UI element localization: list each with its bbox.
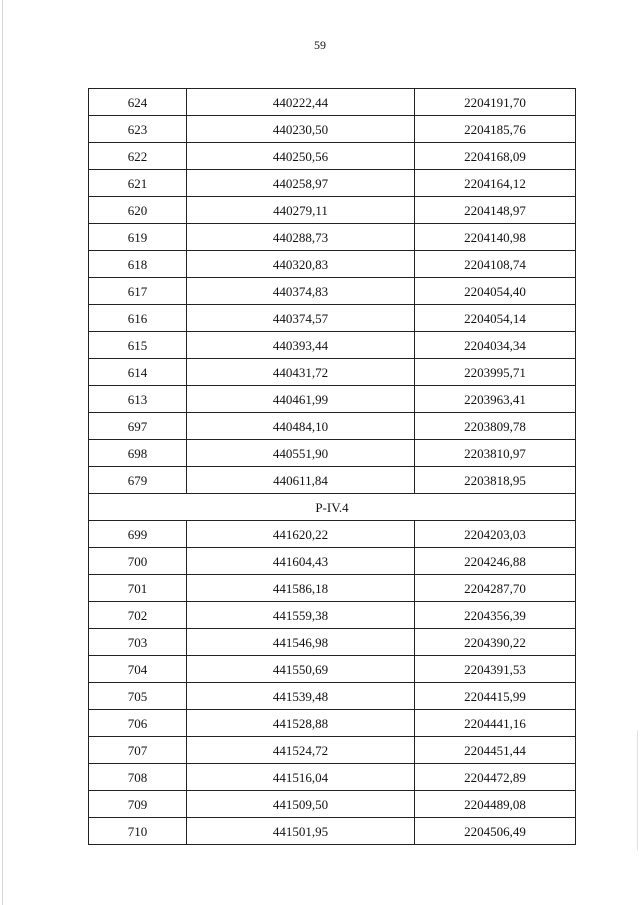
page-number: 59 <box>314 38 326 52</box>
point-id-cell: 706 <box>89 710 187 737</box>
table-row <box>89 656 576 683</box>
coordinates-table <box>88 88 576 845</box>
y-coordinate-cell: 2204203,03 <box>415 521 576 548</box>
y-coordinate-cell: 2203810,97 <box>415 440 576 467</box>
y-coordinate-cell: 2204451,44 <box>415 737 576 764</box>
y-coordinate-cell: 2203995,71 <box>415 359 576 386</box>
y-coordinate-cell: 2204391,53 <box>415 656 576 683</box>
coordinates-table-body <box>89 89 576 845</box>
table-row <box>89 548 576 575</box>
y-coordinate-cell: 2204390,22 <box>415 629 576 656</box>
x-coordinate-cell: 440374,57 <box>187 305 415 332</box>
x-coordinate-cell: 441524,72 <box>187 737 415 764</box>
point-id-cell: 707 <box>89 737 187 764</box>
table-row <box>89 116 576 143</box>
x-coordinate-cell: 441546,98 <box>187 629 415 656</box>
point-id-cell: 621 <box>89 170 187 197</box>
x-coordinate-cell: 440484,10 <box>187 413 415 440</box>
y-coordinate-cell: 2203963,41 <box>415 386 576 413</box>
table-row <box>89 440 576 467</box>
table-row <box>89 224 576 251</box>
x-coordinate-cell: 440279,11 <box>187 197 415 224</box>
x-coordinate-cell: 440393,44 <box>187 332 415 359</box>
x-coordinate-cell: 441586,18 <box>187 575 415 602</box>
point-id-cell: 702 <box>89 602 187 629</box>
table-row <box>89 602 576 629</box>
y-coordinate-cell: 2204168,09 <box>415 143 576 170</box>
x-coordinate-cell: 441559,38 <box>187 602 415 629</box>
point-id-cell: 618 <box>89 251 187 278</box>
x-coordinate-cell: 440461,99 <box>187 386 415 413</box>
table-row <box>89 143 576 170</box>
point-id-cell: 710 <box>89 818 187 845</box>
point-id-cell: 700 <box>89 548 187 575</box>
x-coordinate-cell: 440374,83 <box>187 278 415 305</box>
y-coordinate-cell: 2204054,14 <box>415 305 576 332</box>
table-row <box>89 521 576 548</box>
point-id-cell: 616 <box>89 305 187 332</box>
x-coordinate-cell: 440230,50 <box>187 116 415 143</box>
table-row <box>89 332 576 359</box>
point-id-cell: 708 <box>89 764 187 791</box>
x-coordinate-cell: 441528,88 <box>187 710 415 737</box>
x-coordinate-cell: 441501,95 <box>187 818 415 845</box>
x-coordinate-cell: 441539,48 <box>187 683 415 710</box>
table-row <box>89 737 576 764</box>
table-row <box>89 197 576 224</box>
y-coordinate-cell: 2204164,12 <box>415 170 576 197</box>
y-coordinate-cell: 2204506,49 <box>415 818 576 845</box>
x-coordinate-cell: 440250,56 <box>187 143 415 170</box>
y-coordinate-cell: 2204191,70 <box>415 89 576 116</box>
x-coordinate-cell: 440288,73 <box>187 224 415 251</box>
point-id-cell: 705 <box>89 683 187 710</box>
table-row <box>89 170 576 197</box>
point-id-cell: 697 <box>89 413 187 440</box>
x-coordinate-cell: 441620,22 <box>187 521 415 548</box>
x-coordinate-cell: 440258,97 <box>187 170 415 197</box>
table-row <box>89 764 576 791</box>
table-row <box>89 629 576 656</box>
y-coordinate-cell: 2204246,88 <box>415 548 576 575</box>
table-row <box>89 413 576 440</box>
scan-edge-line <box>2 0 3 905</box>
point-id-cell: 679 <box>89 467 187 494</box>
y-coordinate-cell: 2204185,76 <box>415 116 576 143</box>
scan-edge-line-right <box>637 730 638 850</box>
x-coordinate-cell: 440431,72 <box>187 359 415 386</box>
point-id-cell: 619 <box>89 224 187 251</box>
y-coordinate-cell: 2204441,16 <box>415 710 576 737</box>
x-coordinate-cell: 441509,50 <box>187 791 415 818</box>
y-coordinate-cell: 2204356,39 <box>415 602 576 629</box>
table-row <box>89 575 576 602</box>
point-id-cell: 709 <box>89 791 187 818</box>
x-coordinate-cell: 441604,43 <box>187 548 415 575</box>
section-row <box>89 494 576 521</box>
x-coordinate-cell: 440611,84 <box>187 467 415 494</box>
y-coordinate-cell: 2204415,99 <box>415 683 576 710</box>
x-coordinate-cell: 440222,44 <box>187 89 415 116</box>
point-id-cell: 615 <box>89 332 187 359</box>
x-coordinate-cell: 441516,04 <box>187 764 415 791</box>
y-coordinate-cell: 2204054,40 <box>415 278 576 305</box>
table-row <box>89 251 576 278</box>
y-coordinate-cell: 2204287,70 <box>415 575 576 602</box>
y-coordinate-cell: 2204140,98 <box>415 224 576 251</box>
section-label: P-IV.4 <box>89 494 576 521</box>
y-coordinate-cell: 2203818,95 <box>415 467 576 494</box>
table-row <box>89 791 576 818</box>
point-id-cell: 620 <box>89 197 187 224</box>
point-id-cell: 698 <box>89 440 187 467</box>
point-id-cell: 701 <box>89 575 187 602</box>
table-row <box>89 278 576 305</box>
point-id-cell: 703 <box>89 629 187 656</box>
table-row <box>89 818 576 845</box>
x-coordinate-cell: 440320,83 <box>187 251 415 278</box>
table-row <box>89 89 576 116</box>
x-coordinate-cell: 440551,90 <box>187 440 415 467</box>
point-id-cell: 617 <box>89 278 187 305</box>
point-id-cell: 704 <box>89 656 187 683</box>
y-coordinate-cell: 2204148,97 <box>415 197 576 224</box>
y-coordinate-cell: 2204034,34 <box>415 332 576 359</box>
y-coordinate-cell: 2204108,74 <box>415 251 576 278</box>
x-coordinate-cell: 441550,69 <box>187 656 415 683</box>
y-coordinate-cell: 2204472,89 <box>415 764 576 791</box>
table-row <box>89 467 576 494</box>
table-row <box>89 386 576 413</box>
point-id-cell: 624 <box>89 89 187 116</box>
table-row <box>89 710 576 737</box>
table-row <box>89 683 576 710</box>
y-coordinate-cell: 2203809,78 <box>415 413 576 440</box>
point-id-cell: 699 <box>89 521 187 548</box>
point-id-cell: 613 <box>89 386 187 413</box>
point-id-cell: 614 <box>89 359 187 386</box>
table-row <box>89 305 576 332</box>
y-coordinate-cell: 2204489,08 <box>415 791 576 818</box>
table-row <box>89 359 576 386</box>
point-id-cell: 623 <box>89 116 187 143</box>
point-id-cell: 622 <box>89 143 187 170</box>
